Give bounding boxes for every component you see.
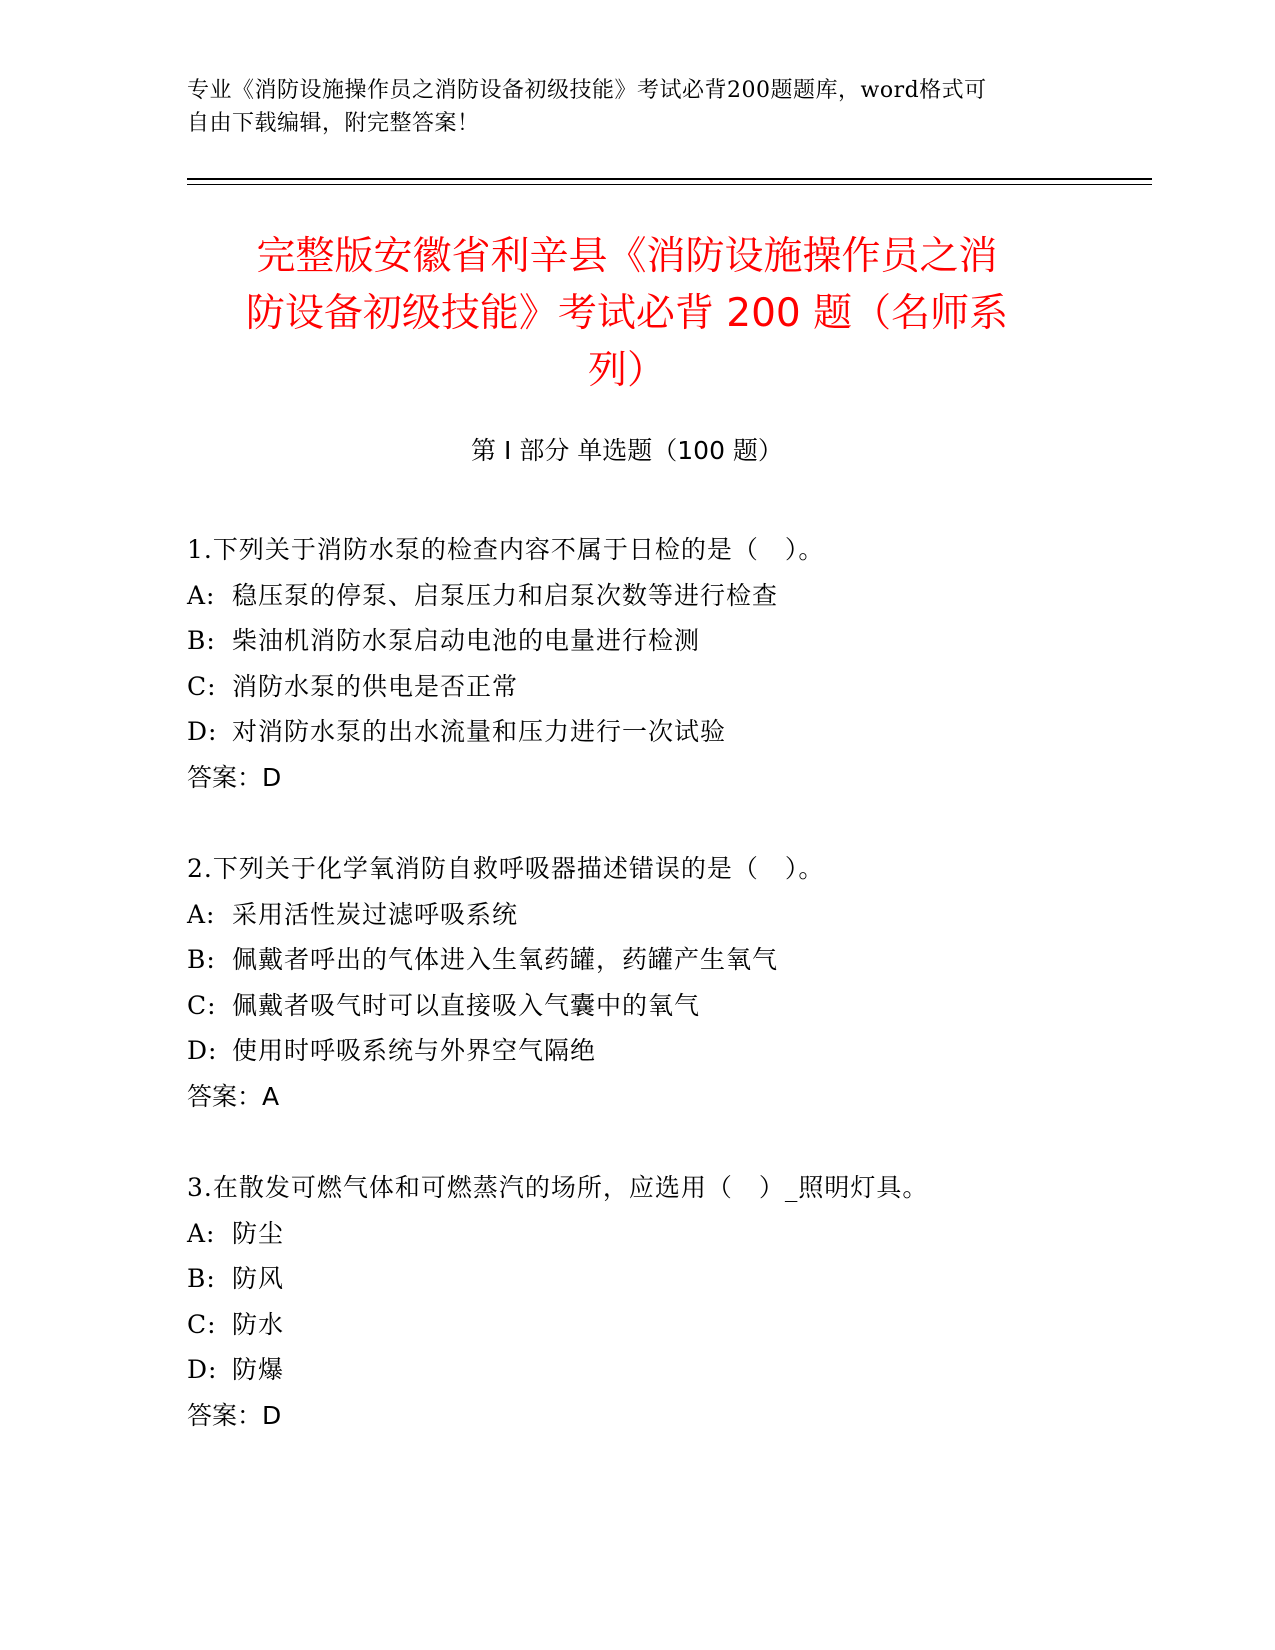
option-key: B: <box>187 1264 216 1294</box>
answer-label: 答案：D <box>187 1400 282 1430</box>
header-divider-thick <box>187 178 1152 180</box>
option-text: 防爆 <box>232 1355 285 1385</box>
option-key: C: <box>187 671 217 701</box>
option-c <box>187 1302 1087 1348</box>
option-text: 防尘 <box>232 1218 285 1248</box>
option-b <box>187 618 1087 664</box>
option-key: A: <box>187 1218 216 1248</box>
option-key: C: <box>187 990 217 1020</box>
option-key: B: <box>187 626 216 656</box>
option-key: D: <box>187 1355 218 1385</box>
option-key: D: <box>187 717 218 747</box>
document-title <box>187 228 1067 399</box>
option-key: C: <box>187 1309 217 1339</box>
option-b <box>187 937 1087 983</box>
header-divider-thin <box>187 184 1152 185</box>
option-text: 采用活性炭过滤呼吸系统 <box>232 899 519 929</box>
option-a <box>187 1211 1087 1257</box>
intro-line-1: 专业《消防设施操作员之消防设备初级技能》考试必背200题题库，word格式可 <box>187 78 987 103</box>
section-title: 第 I 部分 单选题（100 题） <box>471 436 783 465</box>
option-text: 消防水泵的供电是否正常 <box>232 671 519 701</box>
option-c <box>187 983 1087 1029</box>
option-text: 佩戴者呼出的气体进入生氧药罐，药罐产生氧气 <box>232 945 779 975</box>
question-stem: 2.下列关于化学氧消防自救呼吸器描述错误的是（ ）。 <box>187 854 825 883</box>
option-text: 佩戴者吸气时可以直接吸入气囊中的氧气 <box>232 990 701 1020</box>
option-text: 防风 <box>232 1264 285 1294</box>
option-key: D: <box>187 1036 218 1066</box>
title-line-1: 完整版安徽省利辛县《消防设施操作员之消 <box>256 234 998 279</box>
question-stem: 3.在散发可燃气体和可燃蒸汽的场所，应选用（ ）_照明灯具。 <box>187 1173 929 1202</box>
answer-label: 答案：D <box>187 762 282 792</box>
title-line-3: 列） <box>587 348 666 393</box>
option-text: 对消防水泵的出水流量和压力进行一次试验 <box>232 717 727 747</box>
option-text: 稳压泵的停泵、启泵压力和启泵次数等进行检查 <box>232 580 779 610</box>
option-a <box>187 892 1087 938</box>
question-item <box>187 1165 1087 1439</box>
option-key: B: <box>187 945 216 975</box>
option-text: 柴油机消防水泵启动电池的电量进行检测 <box>232 626 701 656</box>
question-stem: 1.下列关于消防水泵的检查内容不属于日检的是（ ）。 <box>187 535 825 564</box>
question-item <box>187 846 1087 1120</box>
option-text: 使用时呼吸系统与外界空气隔绝 <box>232 1036 597 1066</box>
option-text: 防水 <box>232 1309 285 1339</box>
option-b <box>187 1256 1087 1302</box>
title-line-2: 防设备初级技能》考试必背 200 题（名师系 <box>245 291 1009 336</box>
intro-paragraph <box>187 74 1067 140</box>
intro-line-2: 自由下载编辑，附完整答案！ <box>187 111 480 136</box>
question-item <box>187 527 1087 801</box>
option-d <box>187 709 1087 755</box>
option-c <box>187 664 1087 710</box>
option-d <box>187 1028 1087 1074</box>
option-d <box>187 1347 1087 1393</box>
option-key: A: <box>187 580 216 610</box>
option-a <box>187 573 1087 619</box>
option-key: A: <box>187 899 216 929</box>
answer-label: 答案：A <box>187 1081 280 1111</box>
